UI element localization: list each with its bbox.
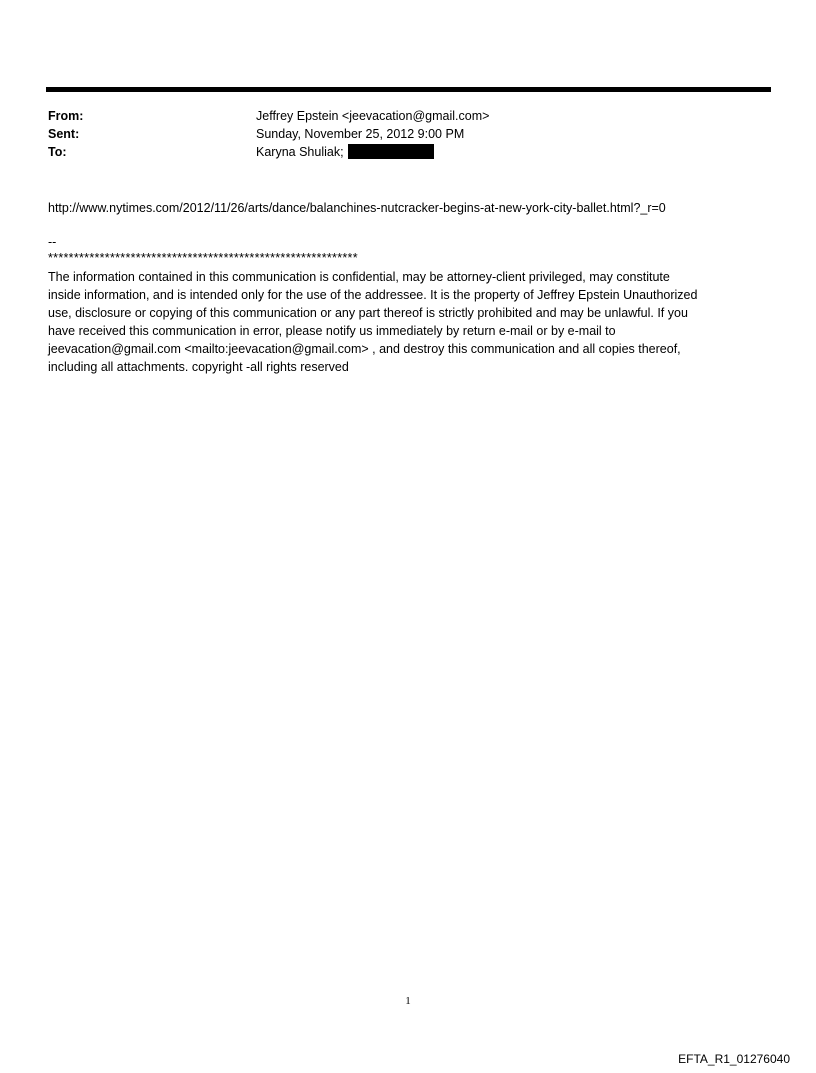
page-number: 1 <box>405 995 411 1007</box>
from-value: Jeffrey Epstein <jeevacation@gmail.com> <box>256 109 490 123</box>
signature-dashes: -- <box>48 235 57 249</box>
to-value-wrap <box>256 143 434 161</box>
from-row <box>48 107 768 125</box>
redaction-box <box>348 144 434 159</box>
disclaimer-line: The information contained in this communication is confidential, may be attorney-client privileged, may constitute <box>48 270 670 284</box>
sent-label: Sent: <box>48 127 80 141</box>
article-link[interactable]: http://www.nytimes.com/2012/11/26/arts/dance/balanchines-nutcracker-begins-at-new-york-city-ballet.html?_r=0 <box>48 201 666 215</box>
disclaimer-line: inside information, and is intended only for the use of the addressee. It is the property of Jeffrey Epstein Unauthorized <box>48 288 698 302</box>
disclaimer-line: have received this communication in error, please notify us immediately by return e-mail or by e-mail to <box>48 324 616 338</box>
disclaimer-line: use, disclosure or copying of this communication or any part thereof is strictly prohibited and may be unlawful. If you <box>48 306 688 320</box>
asterisk-separator: ************************************************************ <box>48 251 358 265</box>
to-row <box>48 143 768 161</box>
disclaimer-line: jeevacation@gmail.com <mailto:jeevacation@gmail.com> , and destroy this communication and all copies thereof, <box>48 342 681 356</box>
from-label: From: <box>48 109 84 123</box>
disclaimer-line: including all attachments. copyright -all rights reserved <box>48 360 349 374</box>
sent-value: Sunday, November 25, 2012 9:00 PM <box>256 127 465 141</box>
header-rule <box>46 87 771 92</box>
to-value: Karyna Shuliak; <box>256 145 344 159</box>
confidentiality-disclaimer <box>48 268 773 376</box>
to-label: To: <box>48 145 67 159</box>
document-id: EFTA_R1_01276040 <box>678 1052 790 1066</box>
sent-row <box>48 125 768 143</box>
